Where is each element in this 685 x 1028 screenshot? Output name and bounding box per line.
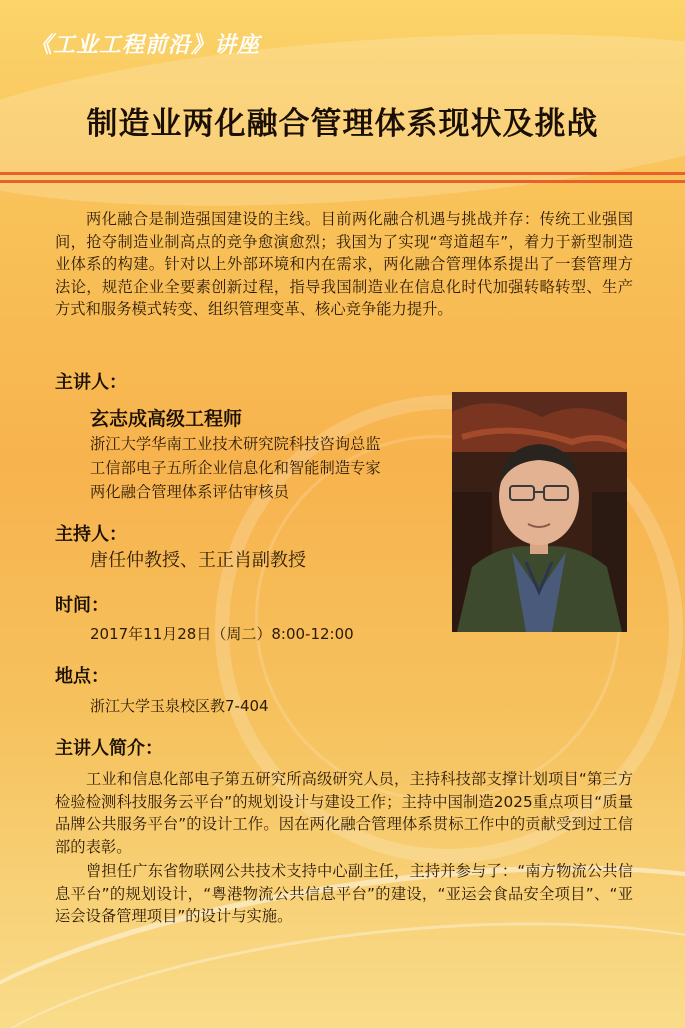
title-divider: [0, 172, 685, 175]
title-divider: [0, 180, 685, 183]
bio-heading: 主讲人简介：: [55, 738, 163, 759]
speaker-title: 浙江大学华南工业技术研究院科技咨询总监: [90, 435, 381, 453]
place-value: 浙江大学玉泉校区教7-404: [90, 697, 269, 715]
bio-paragraph-1: 工业和信息化部电子第五研究所高级研究人员，主持科技部支撑计划项目“第三方检验检测科技服务云平台”的规划设计与建设工作；主持中国制造2025重点项目“质量品牌公共服务平台”的设计工作。因在两化融合管理体系贯标工作中的贡献受到过工信部的表彰。: [55, 770, 633, 856]
lecture-series-label: 《工业工程前沿》讲座: [30, 33, 261, 58]
speaker-title: 两化融合管理体系评估审核员: [90, 483, 289, 501]
time-heading: 时间：: [55, 595, 109, 616]
page-title: 制造业两化融合管理体系现状及挑战: [86, 106, 599, 142]
bio-paragraph-2: 曾担任广东省物联网公共技术支持中心副主任，主持并参与了：“南方物流公共信息平台”的规划设计，“粤港物流公共信息平台”的建设，“亚运会食品安全项目”、“亚运会设备管理项目”的设计与实施。: [55, 862, 633, 925]
speaker-photo: [452, 392, 627, 632]
host-names: 唐任仲教授、王正肖副教授: [90, 550, 306, 571]
intro-paragraph: 两化融合是制造强国建设的主线。目前两化融合机遇与挑战并存：传统工业强国间，抢夺制造业制高点的竞争愈演愈烈；我国为了实现“弯道超车”，着力于新型制造业体系的构建。针对以上外部环境和内在需求，两化融合管理体系提出了一套管理方法论，规范企业全要素创新过程，指导我国制造业在信息化时代加强转略转型、生产方式和服务模式转变、组织管理变革、核心竞争能力提升。: [55, 210, 633, 318]
speaker-heading: 主讲人：: [55, 372, 127, 393]
host-heading: 主持人：: [55, 524, 127, 545]
place-heading: 地点：: [55, 666, 109, 687]
speaker-name: 玄志成高级工程师: [90, 408, 243, 430]
speaker-title: 工信部电子五所企业信息化和智能制造专家: [90, 459, 381, 477]
time-value: 2017年11月28日（周二）8:00-12:00: [90, 625, 354, 643]
